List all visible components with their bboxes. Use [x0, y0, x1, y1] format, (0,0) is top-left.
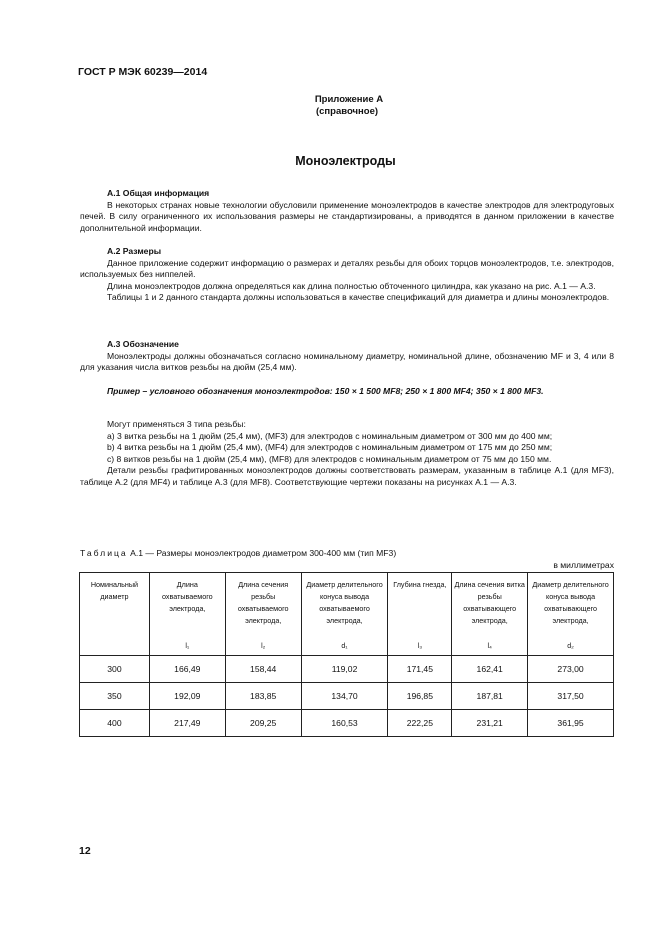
table-cell: 300: [80, 656, 150, 683]
table-units: в миллиметрах: [553, 560, 614, 570]
page-title: Моноэлектроды: [295, 154, 396, 168]
section-a2: [80, 246, 614, 304]
table-caption: [80, 548, 396, 558]
thread-intro: Могут применяться 3 типа резьбы:: [107, 419, 246, 429]
thread-closing: Детали резьбы графитированных моноэлектродов должны соответствовать размерам, указанным в таблице А.1 (для MF3), таблице А.2 (для MF4) и таблице А.3 (для MF8). Соответствующие чертежи показаны на рисунках А.1 — А.3.: [80, 465, 614, 487]
thread-type-item: а) 3 витка резьбы на 1 дюйм (25,4 мм), (MF3) для электродов с номинальным диаметром от 300 мм до 400 мм;: [107, 430, 553, 441]
table-header-row: [80, 573, 614, 656]
section-a2-paragraph: Данное приложение содержит информацию о размерах и деталях резьбы для обоих торцов моноэлектродов, т.е. электродов, используемых без ниппелей.: [80, 257, 614, 280]
table-cell: 171,45: [388, 656, 452, 683]
page-number: 12: [79, 845, 91, 857]
table-row: [80, 683, 614, 710]
table-row: [80, 656, 614, 683]
table-cell: 158,44: [225, 656, 301, 683]
column-header: Номинальный диаметр: [80, 573, 150, 656]
appendix-title: Приложение А: [314, 94, 384, 105]
section-a2-paragraph: Таблицы 1 и 2 данного стандарта должны использоваться в качестве спецификаций для диаметра и длины моноэлектродов.: [107, 292, 610, 303]
column-header: Длина сечения витка резьбы охватывающего электрода, l₄: [452, 573, 528, 656]
table-cell: 361,95: [528, 710, 614, 737]
table-caption-word: Таблица: [80, 548, 128, 558]
section-a2-paragraph: Длина моноэлектродов должна определяться как длина полностью обточенного цилиндра, как указано на рис. А.1 — А.3.: [107, 280, 596, 291]
table-cell: 217,49: [149, 710, 225, 737]
table-cell: 317,50: [528, 683, 614, 710]
table-cell: 134,70: [301, 683, 388, 710]
thread-types: [80, 419, 614, 489]
table-caption-text: А.1 — Размеры моноэлектродов диаметром 300-400 мм (тип MF3): [127, 548, 397, 558]
section-a3: [80, 339, 614, 374]
table-cell: 166,49: [149, 656, 225, 683]
example-text: Пример – условного обозначения моноэлектродов: 150 × 1 500 MF8; 250 × 1 800 MF4; 350 × 1 800 MF3.: [107, 386, 544, 396]
table-cell: 231,21: [452, 710, 528, 737]
section-a3-heading: А.3 Обозначение: [107, 339, 179, 349]
appendix-heading: [0, 94, 661, 118]
column-header: Диаметр делительного конуса вывода охватываемого электрода, d₁: [301, 573, 388, 656]
table-cell: 183,85: [225, 683, 301, 710]
appendix-subtitle: (справочное): [315, 106, 379, 117]
column-header: Длина сечения резьбы охватываемого электрода, l₂: [225, 573, 301, 656]
table-cell: 162,41: [452, 656, 528, 683]
section-a1-paragraph: В некоторых странах новые технологии обусловили применение моноэлектродов в качестве электродов для электродуговых печей. В силу ограниченного их использования размеры не стандартизированы, а приводятся в данном приложении в качестве дополнительной информации.: [80, 199, 614, 233]
thread-type-item: b) 4 витка резьбы на 1 дюйм (25,4 мм), (MF4) для электродов с номинальным диаметром от 175 мм до 250 мм;: [107, 442, 553, 453]
designation-example: [80, 386, 614, 398]
table-row: [80, 710, 614, 737]
section-a1: [80, 188, 614, 234]
column-header: Глубина гнезда, l₃: [388, 573, 452, 656]
dimensions-table: [79, 572, 614, 737]
section-a2-heading: А.2 Размеры: [107, 246, 162, 256]
table-cell: 222,25: [388, 710, 452, 737]
table-cell: 273,00: [528, 656, 614, 683]
document-standard-number: ГОСТ Р МЭК 60239—2014: [78, 66, 208, 78]
table-cell: 119,02: [301, 656, 388, 683]
table-cell: 187,81: [452, 683, 528, 710]
column-header: Диаметр делительного конуса вывода охватывающего электрода, d₂: [528, 573, 614, 656]
thread-type-item: с) 8 витков резьбы на 1 дюйм (25,4 мм), (MF8) для электродов с номинальным диаметром от 75 мм до 150 мм.: [107, 453, 552, 464]
table-cell: 160,53: [301, 710, 388, 737]
table-cell: 209,25: [225, 710, 301, 737]
column-header: Длина охватываемого электрода, l₁: [149, 573, 225, 656]
table-cell: 350: [80, 683, 150, 710]
table-cell: 196,85: [388, 683, 452, 710]
section-a1-heading: А.1 Общая информация: [107, 188, 210, 198]
table-cell: 400: [80, 710, 150, 737]
section-a3-paragraph: Моноэлектроды должны обозначаться согласно номинальному диаметру, номинальной длине, обозначению MF и 3, 4 или 8 для указания числа витков резьбы на дюйм (25,4 мм).: [80, 350, 614, 373]
table-cell: 192,09: [149, 683, 225, 710]
